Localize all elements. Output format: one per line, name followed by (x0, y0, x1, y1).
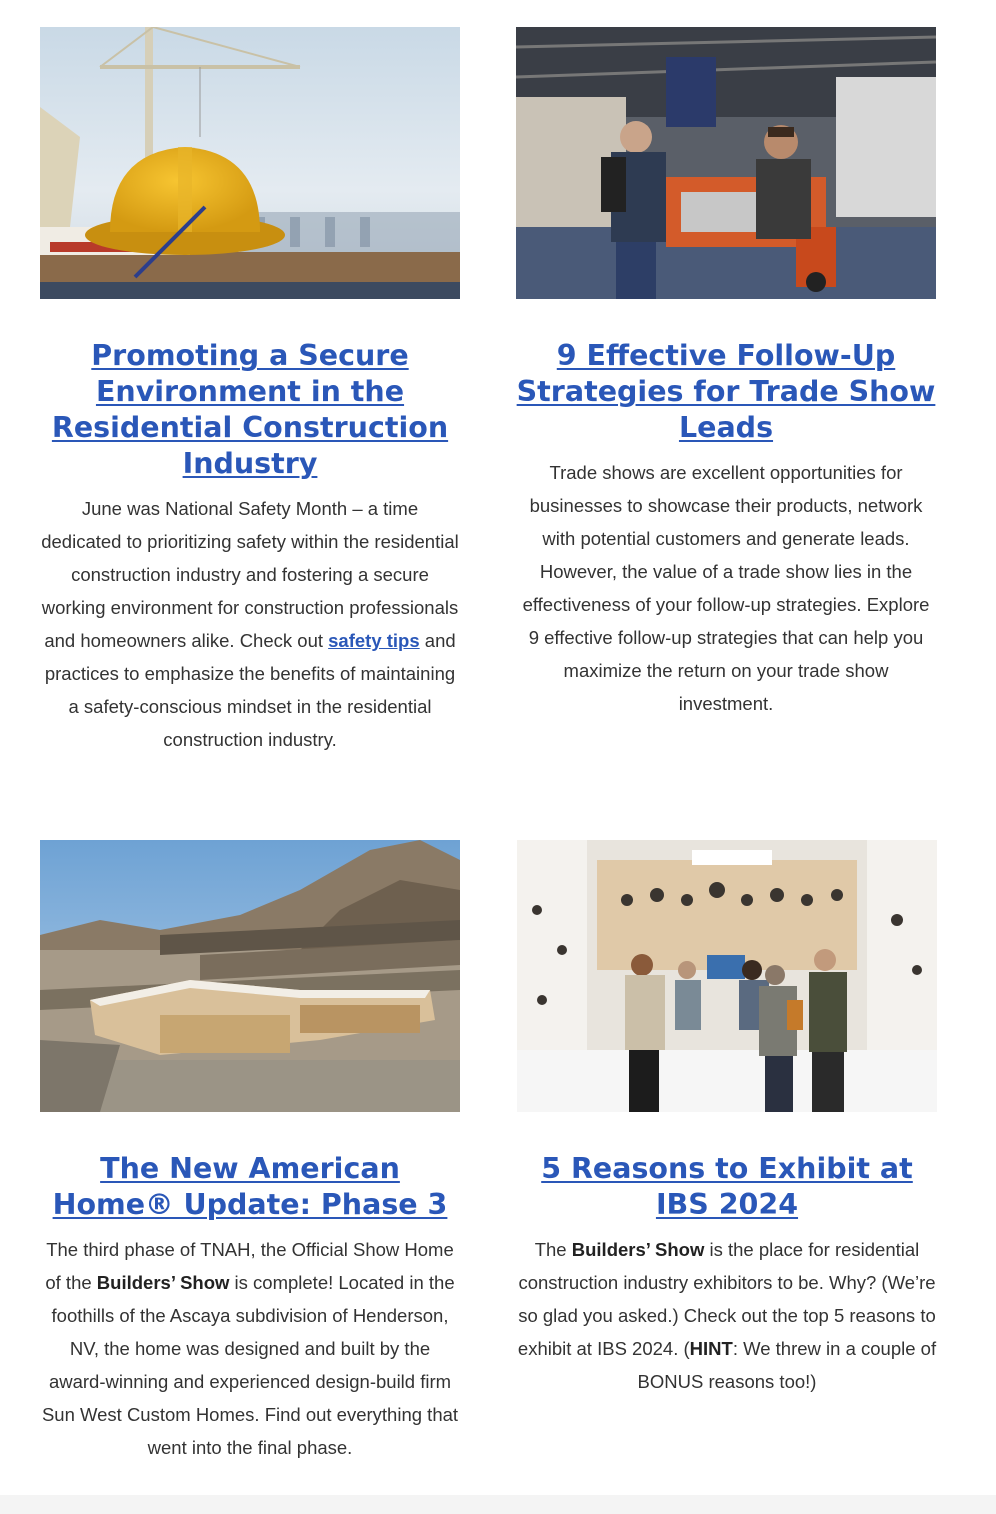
article-card-tnah (40, 840, 460, 1464)
article-card-safety (40, 27, 460, 756)
article-image-trade-show[interactable] (516, 27, 936, 299)
article-summary-text: and practices to emphasize the benefits of maintaining a safety-conscious mindset in the residential construction industry. (44, 630, 456, 750)
article-image-lighting-booth[interactable] (517, 840, 937, 1112)
article-summary-text: The third phase of TNAH, the Official Show Home of the (45, 1239, 454, 1293)
article-summary-text: June was National Safety Month – a time dedicated to prioritizing safety within the residential construction industry and fostering a secure working environment for construction professionals and homeowners alike. Check out (41, 498, 459, 651)
article-summary-text: is complete! Located in the foothills of the Ascaya subdivision of Henderson, NV, the home was designed and built by the award-winning and experienced design-build firm Sun West Custom Homes. Find out everything that went into the final phase. (41, 1272, 459, 1458)
article-title-link[interactable]: Promoting a Secure Environment in the Residential Construction Industry (51, 339, 449, 480)
article-title-link[interactable]: 9 Effective Follow-Up Strategies for Trade Show Leads (516, 339, 936, 444)
article-summary (517, 1233, 937, 1398)
article-title-link[interactable]: 5 Reasons to Exhibit at IBS 2024 (541, 1152, 913, 1221)
article-card-ibs-2024 (517, 840, 937, 1398)
builders-show-bold: Builders’ Show (571, 1239, 705, 1260)
hint-bold: HINT (689, 1338, 733, 1359)
article-card-trade-show (516, 27, 936, 720)
builders-show-bold: Builders’ Show (96, 1272, 230, 1293)
article-title-link[interactable]: The New American Home® Update: Phase 3 (52, 1152, 448, 1221)
article-summary (40, 1233, 460, 1464)
article-image-hard-hat[interactable] (40, 27, 460, 299)
article-summary-text: The (534, 1239, 572, 1260)
article-image-tnah-home[interactable] (40, 840, 460, 1112)
article-summary-text: is the place for residential construction industry exhibitors to be. Why? (We’re so glad you asked.) Check out the top 5 reasons to exhibit at IBS 2024. ( (517, 1239, 936, 1359)
article-summary (40, 492, 460, 756)
article-summary: Trade shows are excellent opportunities for businesses to showcase their products, network with potential customers and generate leads. However, the value of a trade show lies in the effectiveness of your follow-up strategies. Explore 9 effective follow-up strategies that can help you maximize the return on your trade show investment. (522, 462, 930, 714)
article-summary-text: : We threw in a couple of BONUS reasons too!) (637, 1338, 937, 1392)
footer-divider (0, 1495, 996, 1514)
safety-tips-link[interactable]: safety tips (328, 630, 420, 651)
